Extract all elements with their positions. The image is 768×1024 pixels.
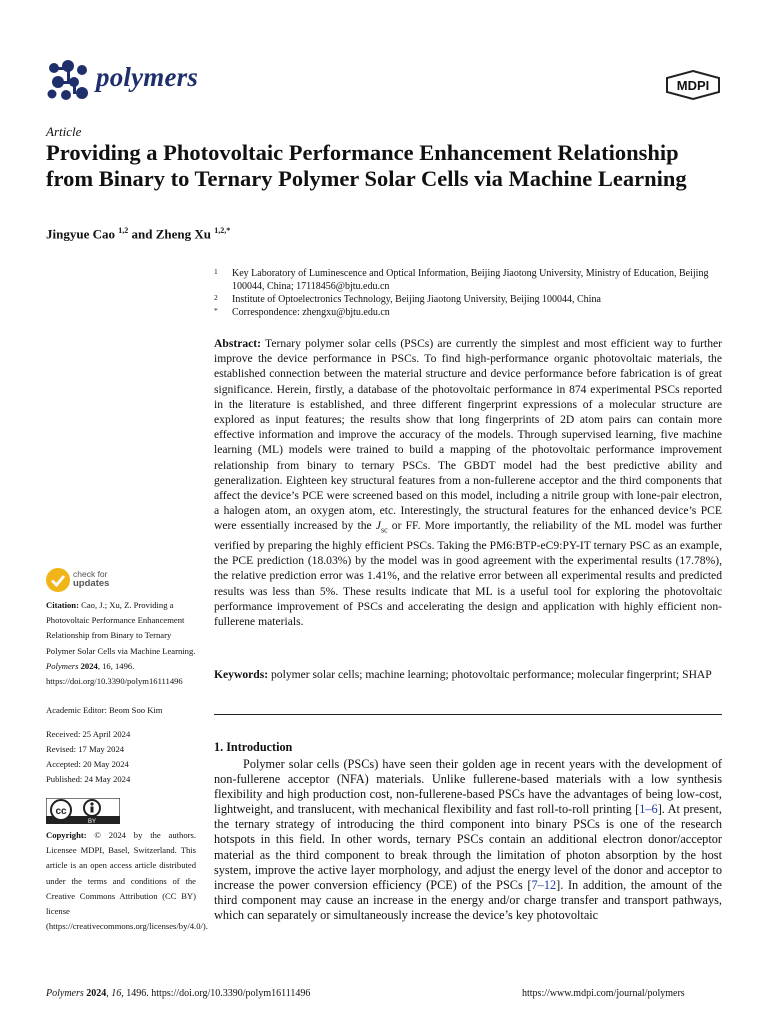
correspondence <box>214 306 724 319</box>
citation-doi[interactable]: , 16, 1496. https://doi.org/10.3390/polym16111496 <box>46 660 183 687</box>
cc-by-label: BY <box>87 819 97 824</box>
author-name: Zheng Xu <box>155 226 211 242</box>
footer-year: 2024 <box>86 988 107 999</box>
citation-link[interactable]: 7–12 <box>531 877 557 892</box>
polymers-logo-icon <box>46 58 90 102</box>
accepted-date: Accepted: 20 May 2024 <box>46 758 129 769</box>
footer-volume: 16 <box>111 988 122 999</box>
author-affiliation-mark: 1,2 <box>118 226 129 235</box>
check-for-updates-button[interactable] <box>73 569 109 589</box>
copyright-text: © 2024 by the authors. Licensee MDPI, Basel, Switzerland. This article is an open access article distributed under the terms and conditions of the Creative Commons Attribution (CC BY) license (https://creativecommons.org/licenses/by/4.0/). <box>46 830 208 932</box>
intro-text: ]. In addition, the amount of the third component may cause an increase in the energy and/or charge transfer and transport pathways, which can separately or simultaneously increase the device’s key photovoltaic <box>214 877 722 922</box>
affiliation <box>214 267 724 293</box>
intro-paragraph <box>214 757 722 923</box>
footer-journal: Polymers <box>46 988 84 999</box>
citation-block <box>46 598 198 689</box>
academic-editor: Academic Editor: Beom Soo Kim <box>46 705 163 715</box>
cc-by-license-icon[interactable] <box>46 798 120 824</box>
keywords-label: Keywords: <box>214 668 269 681</box>
copyright-block <box>46 828 208 934</box>
check-for-updates-icon[interactable] <box>46 568 70 592</box>
received-date: Received: 25 April 2024 <box>46 729 131 739</box>
section-divider <box>214 714 722 715</box>
authors <box>46 226 230 242</box>
article-type: Article <box>46 124 82 139</box>
copyright-label: Copyright: <box>46 830 87 840</box>
svg-text:MDPI: MDPI <box>676 78 710 93</box>
citation-label: Citation: <box>46 600 79 610</box>
affiliation-text: Institute of Optoelectronics Technology, Beijing Jiaotong University, Beijing 100044, China <box>232 294 601 305</box>
intro-text: Polymer solar cells (PSCs) have seen their golden age in recent years with the development of non-fullerene acceptor (NFA) materials. Unlike fullerene-based materials with a low synthesis flexibility and high production cost, non-fullerene-based PSCs have the advantages of being low-cost, lightweight, and translucent, with mechanical flexibility and fast roll-to-roll printing [ <box>214 757 722 817</box>
mdpi-logo-icon <box>665 70 721 100</box>
check-label: check for <box>73 569 108 579</box>
citation-text: Cao, J.; Xu, Z. Providing a Photovoltaic Performance Enhancement Relationship from Binary to Ternary Polymer Solar Cells via Machine Learning. <box>46 600 196 656</box>
jsc-symbol: J <box>375 519 381 533</box>
footer-citation: Polymers 2024, 16, 1496. https://doi.org/10.3390/polym16111496 <box>46 988 311 999</box>
abstract-text: Ternary polymer solar cells (PSCs) are currently the simplest and most efficient way to further improve the device performance in PSCs. To find high-performance organic photovoltaic materials, the established connection between the material structure and device performance before fabrication is of great significance. Herein, firstly, a database of the photovoltaic performance in 874 experimental PSCs reported in the literature is established, and three different fingerprint expressions of a molecular structure are explored as input features; the results show that long fingerprints of 2D atom pairs can contain more effective information and improve the accuracy of the models. Through supervised learning, five machine learning (ML) models were trained to build a mapping of the photovoltaic performance improvement relationship from binary to ternary PSCs. The GBDT model had the best predictive ability and generalization. Eighteen key structural features from a non-fullerene acceptor and the third components that affect the device’s PCE were screened based on this model, including a nitrile group with lone-pair electron, a halogen atom, an oxygen atom, etc. Interestingly, the structural features for the enhanced device’s PCE were essentially increased by the <box>214 337 722 533</box>
page-title: Providing a Photovoltaic Performance Enhancement Relationship from Binary to Ternary Polymer Solar Cells via Machine Learning <box>46 140 687 191</box>
affiliation-text: Key Laboratory of Luminescence and Optical Information, Beijing Jiaotong University, Ministry of Education, Beijing 100044, China; 17118456@bjtu.edu.cn <box>232 268 709 292</box>
jsc-subscript: sc <box>380 525 388 535</box>
author-conjunction: and <box>131 226 153 242</box>
journal-name: polymers <box>96 62 199 92</box>
correspondence-text: Correspondence: zhengxu@bjtu.edu.cn <box>232 307 390 318</box>
abstract-text: or FF. More importantly, the reliability of the ML model was further verified by preparing the highly efficient PSCs. Taking the PM6:BTP-eC9:PY-IT ternary PSC as an example, the PCE prediction (18.03%) by the model was in good agreement with the experimental results (17.78%), the relative prediction error was 1.41%, and the relative error between all experimental results and predicted results was less than 5%. These results indicate that ML is a useful tool for exploring the photovoltaic performance improvement of PSCs and accelerating the design and application with highly efficient non-fullerene materials. <box>214 519 722 628</box>
citation-year: 2024 <box>78 660 98 671</box>
affiliation-mark: 1 <box>214 267 218 276</box>
updates-label: updates <box>73 578 110 589</box>
published-date: Published: 24 May 2024 <box>46 773 131 784</box>
abstract <box>214 336 722 629</box>
svg-text:cc: cc <box>55 806 67 817</box>
affiliation-mark: * <box>214 306 218 315</box>
section-heading: 1. Introduction <box>214 740 293 754</box>
citation-link[interactable]: 1–6 <box>639 802 658 817</box>
author-name: Jingyue Cao <box>46 226 115 242</box>
affiliation-mark: 2 <box>214 293 218 302</box>
affiliation <box>214 293 724 306</box>
keywords <box>214 667 722 682</box>
abstract-label: Abstract: <box>214 337 262 350</box>
footer-journal-url[interactable]: https://www.mdpi.com/journal/polymers <box>522 988 685 999</box>
footer-doi[interactable]: , 1496. https://doi.org/10.3390/polym16111496 <box>121 988 311 999</box>
revised-date: Revised: 17 May 2024 <box>46 743 125 754</box>
intro-text: ]. At present, the ternary strategy of introducing the third component into binary PSCs is one of the research hotspots in this field. In other words, ternary PSCs contain an additional electron donor/acceptor material as the third component to break through the limitation of photon absorption by the host system, improve the active layer morphology, and adjust the energy level of the donor and acceptor to increase the power conversion efficiency (PCE) of the PSCs [ <box>214 802 722 892</box>
keywords-text: polymer solar cells; machine learning; photovoltaic performance; molecular fingerprint; SHAP <box>268 668 712 681</box>
citation-journal: Polymers <box>46 660 79 671</box>
dates <box>46 727 130 787</box>
author-affiliation-mark: 1,2,* <box>214 226 231 235</box>
